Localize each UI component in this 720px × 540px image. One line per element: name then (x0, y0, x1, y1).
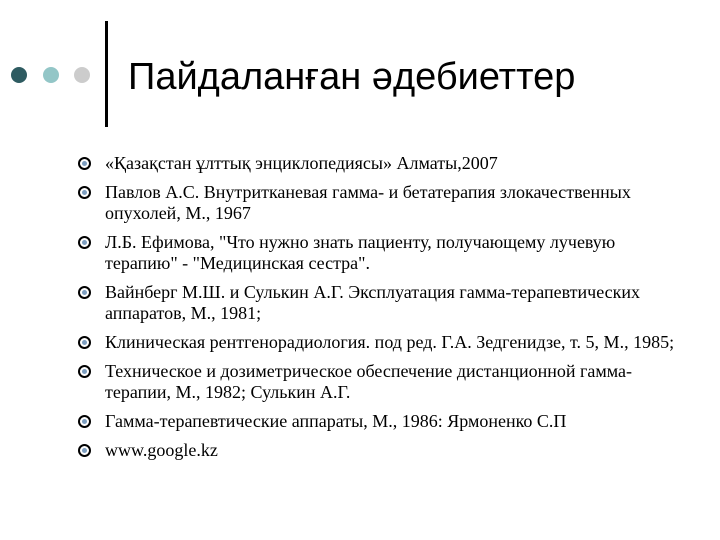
slide-title: Пайдаланған әдебиеттер (128, 56, 576, 98)
list-item-text: «Қазақстан ұлттық энциклопедиясы» Алматы,2007 (105, 153, 498, 173)
list-item-text: Вайнберг М.Ш. и Сулькин А.Г. Эксплуатация гамма-терапевтических аппаратов, М., 1981; (105, 282, 641, 323)
list-item (78, 440, 688, 461)
list-item-text: www.google.kz (105, 440, 218, 460)
circle-dark-icon (11, 67, 27, 83)
list-item-text: Гамма-терапевтические аппараты, М., 1986: Ярмоненко С.П (105, 411, 567, 431)
bullet-icon (78, 365, 91, 378)
bullet-icon (78, 286, 91, 299)
list-item-text: Техническое и дозиметрическое обеспечение дистанционной гамма-терапии, М., 1982; Сулькин А.Г. (105, 361, 632, 402)
list-item-text: Клиническая рентгенорадиология. под ред. Г.А. Зедгенидзе, т. 5, М., 1985; (105, 332, 675, 352)
list-item (78, 361, 688, 403)
title-divider (105, 21, 108, 127)
list-item-text: Павлов А.С. Внутритканевая гамма- и бетатерапия злокачественных опухолей, М., 1967 (105, 182, 631, 223)
decorative-dots (11, 67, 95, 83)
list-item (78, 232, 688, 274)
list-item-text: Л.Б. Ефимова, "Что нужно знать пациенту, получающему лучевую терапию" - "Медицинская сестра". (105, 232, 616, 273)
list-item (78, 282, 688, 324)
circle-teal-icon (43, 67, 59, 83)
list-item (78, 182, 688, 224)
bullet-icon (78, 336, 91, 349)
list-item (78, 411, 688, 432)
bullet-icon (78, 186, 91, 199)
circle-gray-icon (74, 67, 90, 83)
list-item (78, 332, 688, 353)
list-item (78, 153, 688, 174)
bullet-icon (78, 444, 91, 457)
bullet-icon (78, 415, 91, 428)
bullet-icon (78, 236, 91, 249)
bullet-icon (78, 157, 91, 170)
reference-list (78, 153, 688, 469)
